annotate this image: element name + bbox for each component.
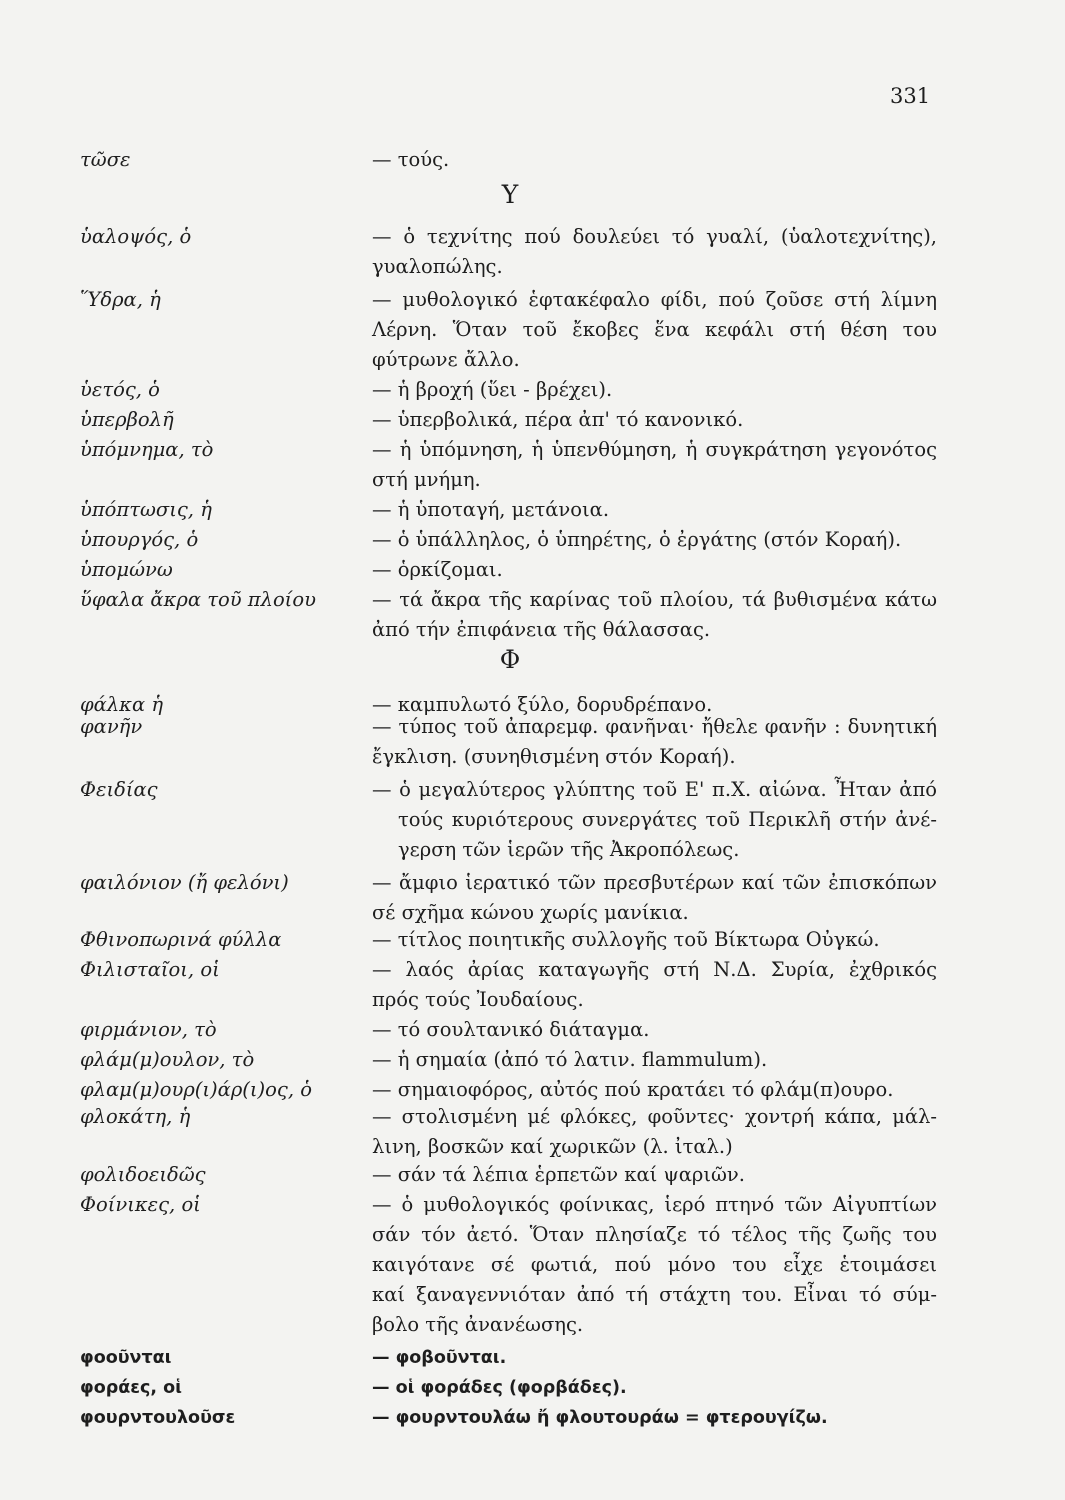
definition-line: — καμπυλωτό ξύλο, δορυδρέπανο. — [372, 693, 713, 716]
entry-definition — [372, 868, 937, 928]
definition-line: — τύπος τοῦ ἀπαρεμφ. φανῆναι· ἤθελε φανῆν : δυνητική — [372, 715, 937, 738]
entry-term: Φοίνικες, οἱ — [80, 1193, 201, 1216]
definition-line: λινη, βοσκῶν καί χωρικῶν (λ. ἰταλ.) — [372, 1135, 733, 1158]
definition-line: — τά ἄκρα τῆς καρίνας τοῦ πλοίου, τά βυθισμένα κάτω — [372, 588, 937, 611]
definition-line: πρός τούς Ἰουδαίους. — [372, 988, 584, 1011]
definition-line: — ἄμφιο ἱερατικό τῶν πρεσβυτέρων καί τῶν ἐπισκόπων — [372, 871, 937, 894]
definition-line: ἔγκλιση. (συνηθισμένη στόν Κοραή). — [372, 745, 736, 768]
definition-line: — ἡ σημαία (ἀπό τό λατιν. flammulum). — [372, 1048, 768, 1071]
entry-term: φουρντουλοῦσε — [80, 1408, 236, 1428]
entry-definition — [372, 495, 937, 525]
entry-term: Ὕδρα, ἡ — [80, 288, 161, 311]
entry-term: ὑαλοψός, ὁ — [80, 225, 192, 248]
entry-definition — [372, 525, 937, 555]
definition-line: — φοβοῦνται. — [372, 1348, 507, 1368]
definition-line: — ὁ μεγαλύτερος γλύπτης τοῦ Ε' π.Χ. αἰώνα. Ἦταν ἀπό — [372, 778, 937, 801]
entry-term: ὑπόπτωσις, ἡ — [80, 498, 212, 521]
entry-term: Φθινοπωρινά φύλλα — [80, 928, 282, 951]
entry-term: φλάμ(μ)ουλον, τὸ — [80, 1048, 255, 1071]
entry-term: τῶσε — [80, 148, 131, 171]
entry-definition — [372, 1373, 937, 1403]
entry-term: φάλκα ἡ — [80, 693, 164, 716]
definition-line: καί ξαναγεννιόταν ἀπό τή στάχτη του. Εἶναι τό σύμ- — [372, 1283, 937, 1306]
definition-line: στή μνήμη. — [372, 468, 481, 491]
entry-term: φολιδοειδῶς — [80, 1163, 206, 1186]
entry-definition — [372, 1160, 937, 1190]
entry-definition — [372, 1190, 937, 1340]
definition-line: — λαός ἀρίας καταγωγῆς στή Ν.Δ. Συρία, ἐχθρικός — [372, 958, 937, 981]
entry-definition — [372, 222, 937, 282]
entry-definition — [372, 775, 937, 865]
entry-term: φαιλόνιον (ἤ φελόνι) — [80, 871, 289, 894]
definition-line: σάν τόν ἀετό. Ὅταν πλησίαζε τό τέλος τῆς ζωῆς του — [372, 1223, 937, 1246]
definition-line: τούς κυριότερους συνεργάτες τοῦ Περικλῆ στήν ἀνέ- — [398, 808, 937, 831]
definition-line: — στολισμένη μέ φλόκες, φοῦντες· χοντρή κάπα, μάλ- — [372, 1105, 937, 1128]
section-letter-upsilon: Υ — [501, 180, 519, 209]
entry-definition — [372, 555, 937, 585]
entry-definition — [372, 145, 937, 175]
entry-term: φοράες, οἱ — [80, 1378, 182, 1398]
entry-definition — [372, 925, 937, 955]
definition-line: σέ σχῆμα κώνου χωρίς μανίκια. — [372, 901, 689, 924]
entry-definition — [372, 1075, 937, 1105]
definition-line: — ἡ ὑπόμνηση, ἡ ὑπενθύμηση, ἡ συγκράτηση γεγονότος — [372, 438, 937, 461]
entry-term: ὑετός, ὁ — [80, 378, 160, 401]
entry-term: Φειδίας — [80, 778, 158, 801]
definition-line: — σημαιοφόρος, αὐτός πού κρατάει τό φλάμ(π)ουρο. — [372, 1078, 894, 1101]
entry-term: φιρμάνιον, τὸ — [80, 1018, 217, 1041]
definition-line: — τίτλος ποιητικῆς συλλογῆς τοῦ Βίκτωρα Οὐγκώ. — [372, 928, 880, 951]
entry-definition — [372, 1045, 937, 1075]
entry-term: φανῆν — [80, 715, 143, 738]
entry-term: φοοῦνται — [80, 1348, 172, 1368]
definition-line: Λέρνη. Ὅταν τοῦ ἔκοβες ἕνα κεφάλι στή θέση του — [372, 318, 937, 341]
definition-line: ἀπό τήν ἐπιφάνεια τῆς θάλασσας. — [372, 618, 711, 641]
definition-line: — φουρντουλάω ἤ φλουτουράω = φτερουγίζω. — [372, 1408, 828, 1428]
entry-term: ὑπουργός, ὁ — [80, 528, 199, 551]
entry-definition — [372, 435, 937, 495]
entry-definition — [372, 1015, 937, 1045]
definition-line: καιγότανε σέ φωτιά, πού μόνο του εἶχε ἑτοιμάσει — [372, 1253, 937, 1276]
definition-line: — ὁρκίζομαι. — [372, 558, 503, 581]
entry-term: φλαμ(μ)ουρ(ι)άρ(ι)ος, ὁ — [80, 1078, 312, 1101]
entry-definition — [372, 285, 937, 375]
definition-line: — σάν τά λέπια ἑρπετῶν καί ψαριῶν. — [372, 1163, 745, 1186]
definition-line: γερση τῶν ἱερῶν τῆς Ἀκροπόλεως. — [398, 838, 740, 861]
definition-line: — ἡ βροχή (ὕει - βρέχει). — [372, 378, 613, 401]
entry-definition — [372, 1403, 937, 1433]
definition-line: — μυθολογικό ἑφτακέφαλο φίδι, πού ζοῦσε στή λίμνη — [372, 288, 937, 311]
entry-term: ὑπόμνημα, τὸ — [80, 438, 214, 461]
definition-line: — τό σουλτανικό διάταγμα. — [372, 1018, 650, 1041]
definition-line: — ὁ ὑπάλληλος, ὁ ὑπηρέτης, ὁ ἐργάτης (στόν Κοραή). — [372, 528, 902, 551]
definition-line: γυαλοπώλης. — [372, 255, 503, 278]
definition-line: — ὁ τεχνίτης πού δουλεύει τό γυαλί, (ὑαλοτεχνίτης), — [372, 225, 937, 248]
entry-definition — [372, 1102, 937, 1162]
definition-line: — οἱ φοράδες (φορβάδες). — [372, 1378, 627, 1398]
entry-term: ὑπερβολῆ — [80, 408, 174, 431]
definition-line: — ὑπερβολικά, πέρα ἀπ' τό κανονικό. — [372, 408, 744, 431]
definition-line: — ἡ ὑποταγή, μετάνοια. — [372, 498, 610, 521]
entry-definition — [372, 712, 937, 772]
definition-line: φύτρωνε ἄλλο. — [372, 348, 520, 371]
definition-line: — τούς. — [372, 148, 450, 171]
entry-definition — [372, 955, 937, 1015]
definition-line: — ὁ μυθολογικός φοίνικας, ἱερό πτηνό τῶν Αἰγυπτίων — [372, 1193, 937, 1216]
section-letter-phi: Φ — [499, 645, 521, 674]
entry-term: ὕφαλα ἄκρα τοῦ πλοίου — [80, 588, 316, 611]
entry-definition — [372, 405, 937, 435]
definition-line: βολο τῆς ἀνανέωσης. — [372, 1313, 584, 1336]
entry-definition — [372, 375, 937, 405]
entry-term: ὑπομώνω — [80, 558, 173, 581]
entry-term: Φιλισταῖοι, οἱ — [80, 958, 220, 981]
entry-definition — [372, 1343, 937, 1373]
entry-term: φλοκάτη, ἡ — [80, 1105, 191, 1128]
entry-definition — [372, 585, 937, 645]
page-number: 331 — [890, 84, 931, 108]
